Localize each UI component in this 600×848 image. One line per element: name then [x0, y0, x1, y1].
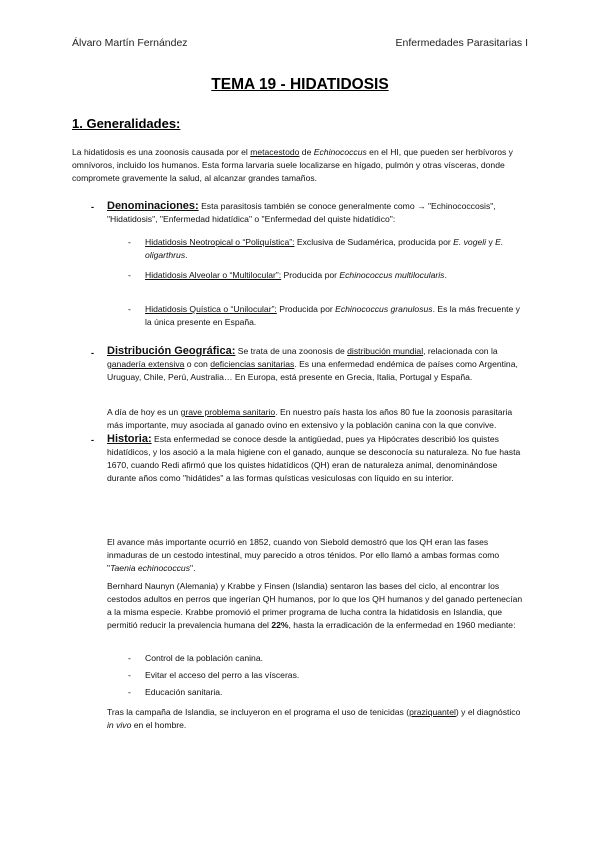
historia-paragraph-4: Tras la campaña de Islandia, se incluyeron en el programa el uso de tenicidas (praziquantel) y el diagnóstico in vivo en el hombre.: [107, 707, 521, 730]
sub-dash: -: [128, 270, 131, 280]
distribucion-paragraph-2: A día de hoy es un grave problema sanitario. En nuestro país hasta los años 80 fue la zoonosis parasitaria más importante, muy asociada al ganado ovino en extensivo y la población canina con la que convive.: [107, 407, 513, 430]
bullet-dash: -: [91, 435, 94, 445]
header-course: Enfermedades Parasitarias I: [395, 37, 528, 49]
distribucion-paragraph: Distribución Geográfica: Se trata de una zoonosis de distribución mundial, relacionada con la ganadería extensiva o con deficiencias sanitarias. Es una enfermedad endémica de países como Argentina, Uruguay, Chile, Perú, Australia… En Europa, está presente en Grecia, Italia, Portugal y España.: [107, 345, 518, 382]
historia-paragraph-2: El avance más importante ocurrió en 1852, cuando von Siebold demostró que los QH eran las fases inmaduras de un cestodo intestinal, muy parecido a otros ténidos. Por ello llamó a ambas formas como "Taenia echinococcus".: [107, 537, 500, 573]
denominaciones-item-alveolar: Hidatidosis Alveolar o “Multilocular”: Producida por Echinococcus multilocularis.: [145, 270, 447, 280]
header-author: Álvaro Martín Fernández: [72, 37, 188, 49]
generalidades-paragraph: La hidatidosis es una zoonosis causada por el metacestodo de Echinococcus en el HI, que pueden ser herbívoros y omnívoros, incluido los humanos. Esta forma larvaria suele localizarse en hígado, pulmón y otras vísceras, donde compromete gravemente la salud, al alcanzar grandes tamaños.: [72, 147, 513, 183]
list-item: Educación sanitaria.: [145, 687, 223, 697]
sub-dash: -: [128, 237, 131, 247]
sub-dash: -: [128, 687, 131, 697]
section-heading-generalidades: 1. Generalidades:: [72, 116, 181, 131]
bullet-dash: -: [91, 202, 94, 212]
historia-paragraph: Historia: Esta enfermedad se conoce desde la antigüedad, pues ya Hipócrates describió los quistes hidatídicos, y los asoció a la mala higiene con el ganado, aunque se desconocía su naturaleza. No fue hasta 1670, cuando Redi afirmó que los quistes hidatídicos (QH) eran de naturaleza animal, denominándose durante años como "hidátides" a las formas quísticas vesiculosas con líquido en su interior.: [107, 433, 521, 483]
list-item: Control de la población canina.: [145, 653, 264, 663]
sub-dash: -: [128, 670, 131, 680]
denominaciones-heading: Denominaciones:: [107, 200, 199, 212]
bullet-dash: -: [91, 348, 94, 358]
sub-dash: -: [128, 304, 131, 314]
list-item: Evitar el acceso del perro a las vísceras.: [145, 670, 300, 680]
historia-heading: Historia:: [107, 433, 152, 445]
denominaciones-item-neotropical: Hidatidosis Neotropical o “Poliquística”: Exclusiva de Sudamérica, producida por E. vogeli y E. oligarthrus.: [145, 237, 504, 260]
denominaciones-paragraph: Denominaciones: Esta parasitosis también se conoce generalmente como → "Echinococcosis", "Hidatidosis", "Enfermedad hidatídica" o "Enfermedad del quiste hidatídico":: [107, 200, 496, 224]
page-title: TEMA 19 - HIDATIDOSIS: [211, 76, 389, 93]
sub-dash: -: [128, 653, 131, 663]
denominaciones-item-quistica: Hidatidosis Quística o “Unilocular”: Producida por Echinococcus granulosus. Es la más frecuente y la única presente en España.: [145, 304, 520, 327]
distribucion-heading: Distribución Geográfica:: [107, 345, 236, 357]
historia-paragraph-3: Bernhard Naunyn (Alemania) y Krabbe y Finsen (Islandia) sentaron las bases del ciclo, al encontrar los cestodos adultos en perros que ingerían QH humanos, por lo que los QH humanos y del ganado pertenecían a la misma especie. Krabbe promovió el primer programa de lucha contra la hidatidosis en Islandia, que permitió reducir la prevalencia humana del 22%, hasta la erradicación de la enfermedad en 1960 mediante:: [107, 581, 523, 630]
